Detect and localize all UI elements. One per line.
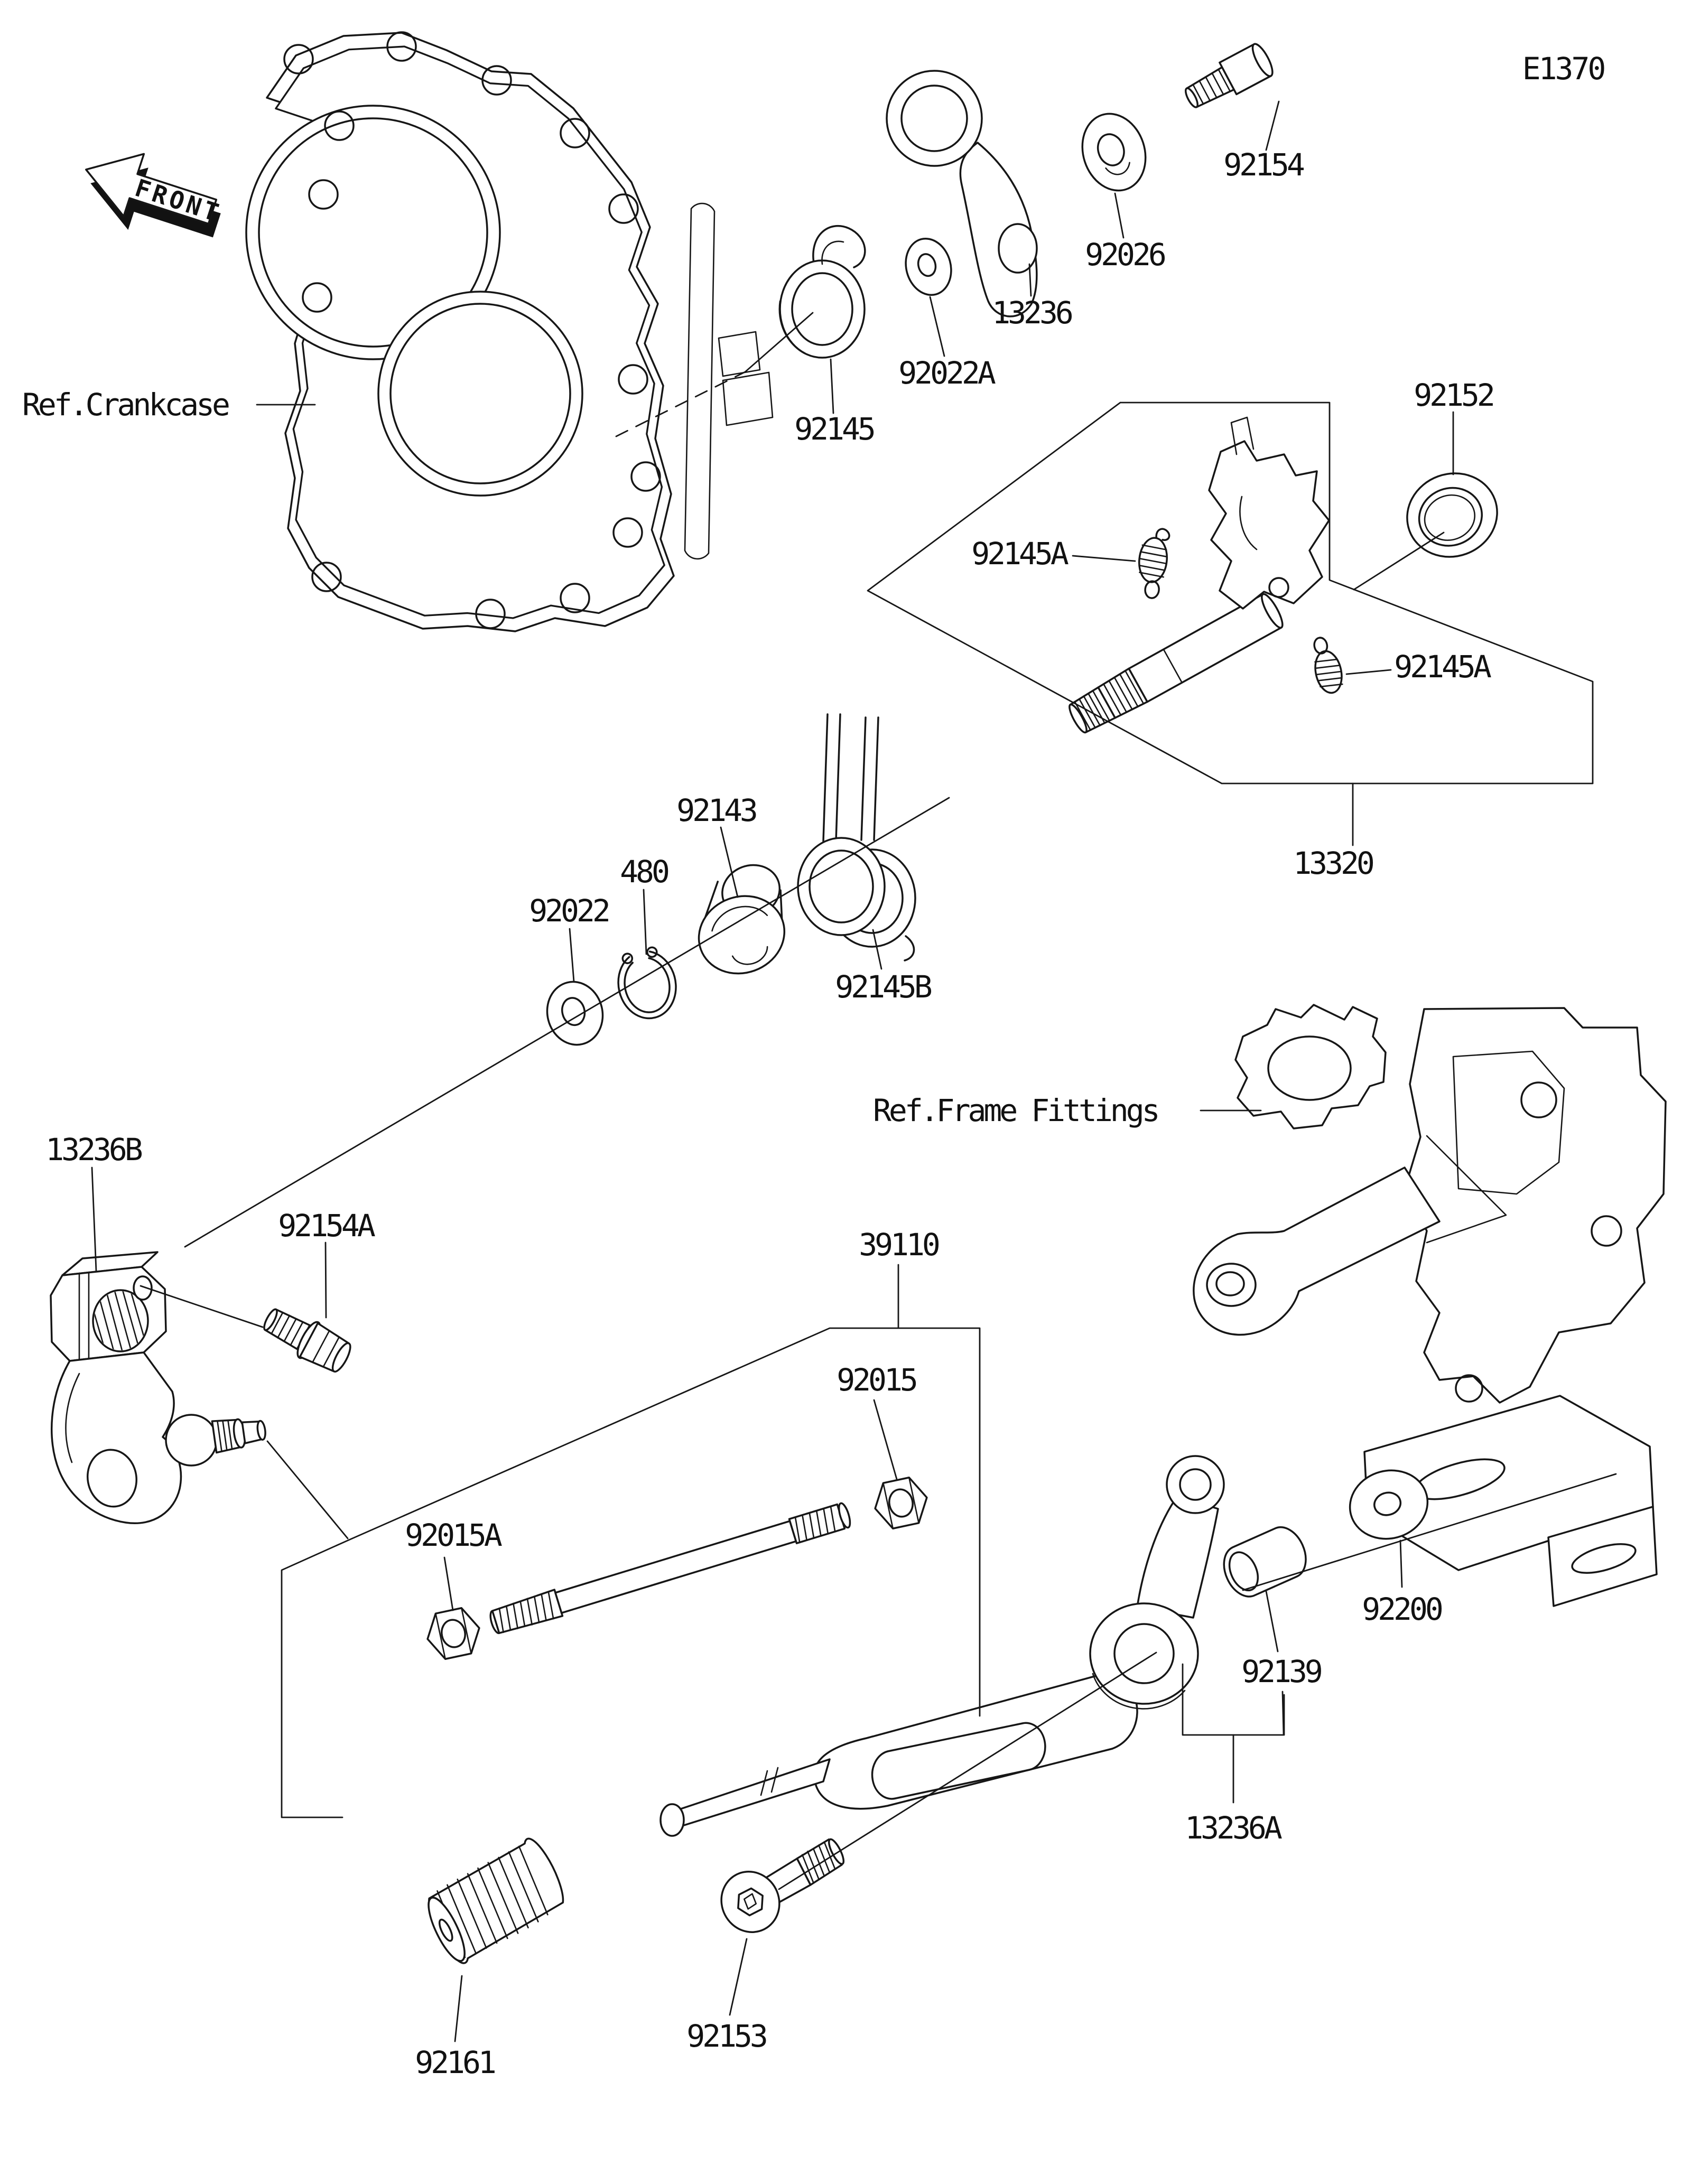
part-label-92015: 92015 xyxy=(837,1362,916,1398)
spring-92145A-left xyxy=(1136,527,1170,599)
pedal-upper-link xyxy=(1137,1496,1218,1618)
part-label-92161: 92161 xyxy=(415,2045,494,2080)
leader-92200 xyxy=(1400,1541,1402,1587)
leader-92153 xyxy=(730,1939,747,2015)
leader-pin-box xyxy=(267,1441,348,1538)
leader-92139 xyxy=(1266,1591,1278,1651)
leader-92161 xyxy=(455,1976,462,2041)
part-label-92200: 92200 xyxy=(1362,1591,1441,1627)
shift-shaft-13320 xyxy=(1065,417,1345,737)
nut-92015 xyxy=(870,1475,932,1532)
leader-92015 xyxy=(874,1400,897,1479)
leader-92026 xyxy=(1115,193,1123,238)
ref-crankcase-label: Ref.Crankcase xyxy=(22,387,228,423)
gear-pedal-13236A xyxy=(661,1456,1224,1836)
leader-92145 xyxy=(831,359,833,413)
part-label-13236: 13236 xyxy=(992,295,1071,331)
front-arrow-text: FRONT xyxy=(131,173,225,228)
leader-480 xyxy=(644,890,646,954)
tie-rod-39110 xyxy=(488,1501,852,1636)
part-label-13320: 13320 xyxy=(1293,845,1372,881)
part-label-480: 480 xyxy=(620,854,667,890)
leader-92022 xyxy=(570,929,574,982)
pedal-shaft xyxy=(672,1759,830,1829)
front-arrow xyxy=(72,138,231,256)
part-label-92145A-L: 92145A xyxy=(971,536,1066,572)
part-label-92026: 92026 xyxy=(1085,237,1164,273)
part-label-39110: 39110 xyxy=(859,1227,938,1263)
washer-92026 xyxy=(1073,106,1155,199)
lever-fork xyxy=(52,1352,181,1523)
leader-92015A xyxy=(444,1557,453,1610)
frame-fitting-bracket xyxy=(1194,1005,1666,1606)
leader-92145A-left xyxy=(1073,556,1135,561)
bolt-92153 xyxy=(711,1827,857,1942)
part-label-92139: 92139 xyxy=(1241,1654,1321,1690)
bushing-92143 xyxy=(679,857,804,985)
part-label-92143: 92143 xyxy=(676,792,756,828)
part-label-92145: 92145 xyxy=(794,411,874,447)
spring-92145 xyxy=(779,226,865,358)
part-label-13236A: 13236A xyxy=(1185,1810,1280,1846)
part-label-92015A: 92015A xyxy=(405,1517,500,1553)
part-label-92022: 92022 xyxy=(529,893,608,929)
return-spring-92145B xyxy=(798,714,915,960)
ref-frame-fittings-label: Ref.Frame Fittings xyxy=(873,1093,1158,1128)
pedal-pivot-boss xyxy=(1090,1603,1198,1704)
part-label-13236B: 13236B xyxy=(45,1132,141,1168)
part-label-92145A-R: 92145A xyxy=(1394,649,1489,685)
axis-lever-washers xyxy=(185,798,949,1247)
ratchet-plate xyxy=(1209,441,1329,609)
diagram-code: E1370 xyxy=(1522,51,1604,87)
part-label-92022A: 92022A xyxy=(898,355,993,391)
nut-92015A xyxy=(423,1606,484,1662)
left-arm xyxy=(1194,1168,1439,1334)
spring-92145A-right xyxy=(1309,634,1345,695)
washer-92022 xyxy=(541,976,609,1051)
pivot-ball xyxy=(166,1415,217,1466)
part-label-92153: 92153 xyxy=(686,2018,766,2054)
part-label-92154A: 92154A xyxy=(278,1208,373,1244)
part-label-92145B: 92145B xyxy=(835,969,930,1005)
box-39110-left xyxy=(282,1540,349,1817)
circlip-480 xyxy=(612,944,682,1024)
leader-92154 xyxy=(1266,101,1279,150)
part-label-92152: 92152 xyxy=(1414,377,1493,413)
leader-13236B xyxy=(92,1168,96,1271)
toe-peg-92161 xyxy=(417,1834,574,1968)
leader-92145A-right xyxy=(1346,670,1391,674)
rod-end xyxy=(1167,1456,1224,1513)
bolt-92154A xyxy=(258,1300,356,1377)
washer-92022A xyxy=(899,234,957,300)
bolt-92154 xyxy=(1180,41,1276,115)
part-label-92154: 92154 xyxy=(1223,147,1303,183)
bushing-92139 xyxy=(1216,1521,1313,1603)
crankcase-cover xyxy=(246,32,773,631)
leader-92022A xyxy=(930,297,944,356)
axis-92152 xyxy=(1354,533,1444,590)
